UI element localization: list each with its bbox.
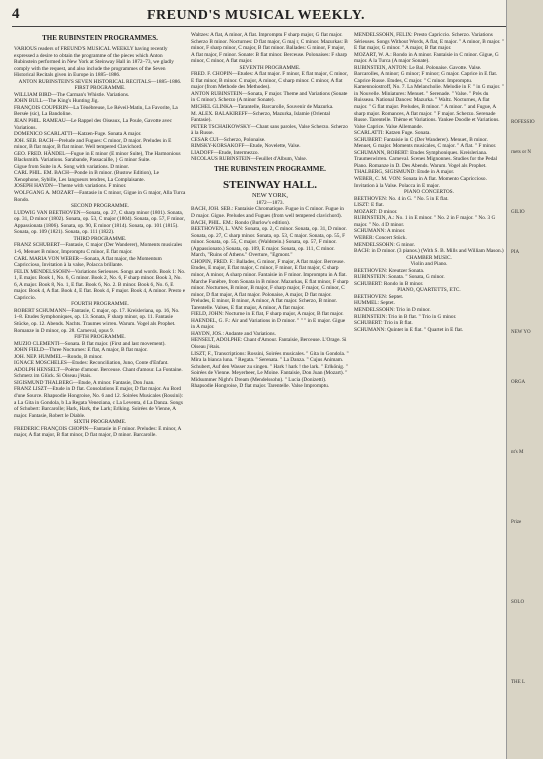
paragraph: SCHUBERT: Fantaisie in C (Der Wanderer). Menuet, B minor. Menuet, G major. Moments musicales, C major. " A flat. " F minor. <box>354 136 497 150</box>
edge-fragment: GILIO <box>511 210 525 215</box>
paragraph: THALBERG, SIGISMUND: Etude in A major. <box>354 169 455 176</box>
paragraph: SCHUBERT: Trio in B flat. <box>354 320 413 327</box>
page-header <box>12 6 512 28</box>
paragraph: WILLIAM BIRD—The Carman's Whistle. Variations. <box>14 91 130 98</box>
paragraph: JOHN BULL—The King's Hunting Jig. <box>14 98 99 105</box>
paragraph: RUBINSTEIN: Trio in B flat. " Trio in G minor. <box>354 313 457 320</box>
section-heading: CHAMBER MUSIC. <box>406 254 452 261</box>
paragraph: JOHN FIELD—Three Nocturnes: E flat, A major, B flat major. <box>14 347 148 354</box>
section-heading: FIRST PROGRAMME. <box>74 85 126 92</box>
paragraph: BACH, JOH. SEB.: Fantaisie Chromatique. Fugue in C minor. Fugue in D major. Gigue. Preludes and Fugues (from well tempered clavichord). <box>191 206 344 220</box>
paragraph: FREDERIC FRANÇOIS CHOPIN—Fantasie in F minor. Preludes: E minor, A major, A flat major, B flat minor, D flat major, D minor. Barcarolle. <box>14 425 182 439</box>
paragraph: HENSELT, ADOLPHE: Chant d'Amour. Fantaisie, Berceuse. L'Orage. Si Oiseau j'étais. <box>191 337 347 350</box>
paragraph: VARIOUS readers of FREUND'S MUSICAL WEEKLY having recently expressed a desire to obtain the programme of the pieces which Anton Rubinstein performed in New York at Steinway Hall in 1872–73, we gladly comply with the request, and also include the programmes of the Seven Historical Recitals given in Europe in 1885–1886. <box>14 46 174 79</box>
paragraph: MENDELSSOHN: G minor. <box>354 241 416 248</box>
paragraph: MUZIO CLEMENTI—Sonata. B flat major. (First and last movement). <box>14 340 166 347</box>
paragraph: FIELD, JOHN: Nocturne in E flat, F sharp major, A major, B flat major. <box>191 311 344 318</box>
paragraph: HAYDN, JOS.: Andante and Variations. <box>191 330 276 337</box>
section-heading: STEINWAY HALL. <box>223 178 317 191</box>
edge-fragment: nt's M <box>511 450 524 455</box>
paragraph: MICHEL GLINKA—Tarantelle, Barcarolle, Souvenir de Mazurka. <box>191 104 334 111</box>
paragraph: BEETHOVEN, L. VAN: Sonata, op. 2, C minor. Sonata, op. 31, D minor. Sonata, op. 27, C sharp minor. Sonata, op. 53, C major. Sonata, op. 55, F minor. Sonata, op. 55, C major. (Waldstein.) Sonata, op. 57, F minor. (Appassionato.) Sonata, op. 109, E major. Sonata, op. 111, C minor. March, "Ruins of Athens." Overture, "Egmont." <box>191 226 347 259</box>
paragraph: FRANÇOIS COUPERIN—La Ténébreuse, Le Réveil-Matin, La Favorite, La Bersée (sic), La Bandoline. <box>14 104 178 118</box>
paragraph: IGNACE MOSCHELES—Etudes: Reconciliation, Juno, Conte d'Enfant. <box>14 360 169 367</box>
paragraph: BEETHOVEN: No. 4 in G. " No. 5 in E flat. <box>354 195 449 202</box>
paragraph: SCHUMANN, ROBERT: Etudes Symphoniques. Kreisleriana. Traumeswirren. Carneval. Scenes Mignonnes. Studies for the Pedal Piano. Romanze in D. Des Abends. Warum. Vogel als Prophet. <box>354 149 498 169</box>
paragraph: FRANZ LISZT—Etude in D flat. Consolations E major, D flat major. Au Bord d'une Source. Rhapsodie Hongroise, No. 6 and 12. Soirées Musicales (Rossini): a La Gita in Gondola, b La Regata Veneziana, c La Leventa, d La Danza. Songs of Schubert: Barcarolle; Hark, Hark, the Lark; Erlking. Soirées de Vienne, A major. Fantasie, Robert le Diable. <box>14 386 183 419</box>
paragraph: CARL PHIL. EM. BACH—Ponde in B minor. (Bustow Edition), Le Xenophone, Sybille, Les langueurs tendres, La Complaisante. <box>14 170 160 183</box>
column-right <box>354 32 504 333</box>
paragraph: JOH. SEB. BACH—Prelude and Fugues: C minor, D major. Preludes in E minor, B flat major, B flat minor. Well tempered Clavichord. <box>14 137 172 151</box>
paragraph: SCHUBERT: Rondo in B minor. <box>354 280 424 287</box>
section-heading: Violin and Piano. <box>410 261 448 268</box>
paragraph: SCHUMANN: A minor. <box>354 228 406 235</box>
paragraph: LUDWIG VAN BEETHOVEN—Sonata, op. 27, C sharp minor (1801). Sonata, op. 31, D minor (1802). Sonata, op. 53, C major (1804). Sonata, op. 57, F minor, Appassionata (1806). Sonata, op. 90, E minor (1814). Sonata, op. 101 (1815). Sonata, op. 109 (1821). Sonata, op. 111 (1822). <box>14 209 186 236</box>
edge-fragment: ROFESSIO <box>511 120 535 125</box>
paragraph: HAENDEL, G. F.: Air and Variations in D minor. " " " in E major. Gigue in A major. <box>191 317 346 331</box>
edge-fragment: ORGA <box>511 380 526 385</box>
paragraph: WEBER, C. M. VON: Sonata in A flat. Momento Capriccioso. Invitation à la Valse. Polacca in E major. <box>354 176 487 189</box>
paragraph: MENDELSSOHN: Trio in D minor. <box>354 306 431 313</box>
paragraph: ROBERT SCHUMANN—Fantasie, C major, op. 17. Kreisleriana, op. 16, No. 1–8. Etudes Symphoniques, op. 13. Sonata, F sharp minor, op. 11. Fantasie Stücke, op. 12. Abends. Nachts. Traumes wirren. Warum. Vogel als Prophet. Romanze in D minor, op. 28. Carneval, opus 9. <box>14 307 180 334</box>
section-heading: THE RUBINSTEIN PROGRAMMES. <box>42 34 158 42</box>
paragraph: PETER TSCHAIKOWSKY—Chant sans paroles, Valse Scherzo. Scherzo à la Russe. <box>191 123 348 137</box>
paragraph: ADOLPH HENSELT—Poème d'amour. Berceuse. Chant d'amour. La Fontaine. Schmerz im Glück. Si Oiseau j'étais. <box>14 366 183 380</box>
section-heading: PIANO, QUARTETTS, ETC. <box>397 287 461 294</box>
paragraph: FRED. F. CHOPIN—Etudes: A flat major. F minor, E flat major, C minor, E flat minor, B minor. C major, A minor, C sharp minor. C minor, A flat major (from Methode des Methodes). <box>191 71 348 91</box>
section-heading: 1872—1873. <box>256 199 284 206</box>
section-heading: NEW YORK, <box>251 191 289 199</box>
page-title: FREUND'S MUSICAL WEEKLY. <box>147 8 366 23</box>
paragraph: CARL MARIA VON WEBER—Sonata, A flat major, the Momentum Capriccioso, Invitation à la valse, Polacca brillante. <box>14 255 162 269</box>
paragraph: BEETHOVEN: Kreutzer Sonata. <box>354 267 425 274</box>
section-heading: FOURTH PROGRAMME. <box>71 301 129 308</box>
edge-fragment: rnets or N <box>511 150 531 155</box>
paragraph: WEBER: Concert Stück. <box>354 234 407 241</box>
paragraph: JOH. NEP. HUMMEL—Rondo, B minor. <box>14 353 103 360</box>
paragraph: FELIX MENDELSSOHN—Variations Serieuses. Songs and words. Book 1: No. 1, E major. Book 1, No. 6, G minor. Book 2, No. 6, F sharp minor. Book 3, No. 6, A major. Book 8, No. 1, E flat. Book 6, No. 2. B minor. Book 6, No. 6, E major. Book 4, A flat. Book 4, E flat. Book 4, F major. Book 4, A minor. Presto e Capriccio. <box>14 268 186 301</box>
adjacent-page-edge <box>506 0 543 759</box>
paragraph: BACH: in D minor. (3 pianos.) (With S. B. Mills and William Mason.) <box>354 248 504 255</box>
paragraph: RIMSKY-KORSAKOFF—Etude, Novelette, Valse. <box>191 143 301 150</box>
paragraph: WOLFGANG A. MOZART—Fantasie in C minor, Gigue in G major, Alla Turca Rondo. <box>14 190 186 203</box>
edge-fragment: SOLO <box>511 600 525 605</box>
section-heading: ANTON RUBINSTEIN'S SEVEN HISTORICAL RECITALS—1885–1886. <box>18 78 182 85</box>
paragraph: BEETHOVEN: Septet. <box>354 293 404 300</box>
paragraph: LISZT, F., Transcriptions: Rossini, Soirées musicales. " Gita in Gondola. " Mira la bianca luna. " Regata. " Serenata. " La Danza. " Cujus Animam. Schubert, Auf den Wasser zu singen. " Hark ! hark ! the lark. " Erlkönig. " Soirées de Vienne. Meyerbeer, Le Moine. Fantaisie, Don Juan (Mozart). " Midsummer Night's Dream (Mendelssohn). " Lucia (Donizetti). Rhapsodie Hongroise, D flat major. Tarentelle. Valse Impromptu. <box>191 350 349 390</box>
paragraph: MENDELSSOHN, FELIX: Presto Capriccio. Scherzo. Variations Sérieuses. Songs Without Words, A flat, E major. " A minor, B major. " E flat major, G minor. " A major, B flat major. <box>354 32 504 52</box>
paragraph: SCARLATTI: Katzen Fuge. Sonata. <box>354 130 431 137</box>
edge-fragment: THE L <box>511 680 526 685</box>
paragraph: RUBINSTEIN: Sonata. " Sonata, G minor. <box>354 274 445 281</box>
section-heading: SECOND PROGRAMME. <box>71 203 129 210</box>
paragraph: FRANZ SCHUBERT—Fantasie, C major (Der Wanderer), Moments musicales 1-6, Menuet B minor, Impromptu C minor, E flat major. <box>14 242 183 255</box>
page-number: 4 <box>12 6 20 22</box>
paragraph: HUMMEL: Septet. <box>354 300 395 307</box>
column-middle <box>191 32 349 390</box>
header-rule <box>12 26 512 27</box>
section-heading: THE RUBINSTEIN PROGRAMME. <box>214 164 326 173</box>
paragraph: JEAN PHIL. RAMEAU—Le Rappel des Oiseaux, La Poule, Gavotte avec Variations. <box>14 118 172 131</box>
paragraph: M. ALEX. BALAKIREFF—Scherzo, Mazurka, Islamie (Oriental Fantasie). <box>191 110 331 124</box>
paragraph: DOMENICO SCARLATTI—Katzen-Fuge. Sonata A major. <box>14 131 142 138</box>
edge-fragment: Prize <box>511 520 522 525</box>
paragraph: LISZT: E flat. <box>354 202 384 209</box>
column-left <box>14 32 186 439</box>
paragraph: SIGISMUND THALBERG—Etude, A minor. Fantasie, Don Juan. <box>14 379 155 386</box>
paragraph: ANTON RUBINSTEIN—Sonata, F major. Theme and Variations (Sonate in C minor). Scherzo (A minor Sonate). <box>191 90 348 104</box>
paragraph: MOZART: D minor. <box>354 208 398 215</box>
paragraph: SCHUMANN: Quintet in E flat. " Quartet in E flat. <box>354 326 464 333</box>
section-heading: PIANO CONCERTOS. <box>404 189 454 196</box>
paragraph: CHOPIN, FRED. F.: Ballades, G minor, F major, A flat major. Berceuse. Etudes, E major, E flat major, C minor, F minor, E flat major, C sharp minor, A minor, A sharp minor. Fantaisie in F minor. Impromptu in A flat. Marche Funèbre, from Sonata in B minor. Mazurkas, E flat minor, F sharp minor. Nocturnes, B minor, B major, F sharp major, F major, G minor, C minor, D flat major, A flat major. Polonaise, A major, D flat major. Preludes, E minor, B minor, A minor, A flat major. Scherzo, B minor. Tarentelle. Valses, E flat major, A minor, A flat major. <box>191 258 349 311</box>
paragraph: RUBINSTEIN, A.: No. 1 in E minor. " No. 2 in F major. " No. 3 G major. " No. 4 D minor. <box>354 215 496 228</box>
paragraph: JOSEPH HAYDN—Theme with variations. F minor. <box>14 183 127 190</box>
edge-fragment: PIA <box>511 250 520 255</box>
section-heading: FIFTH PROGRAMME. <box>74 334 126 341</box>
section-heading: SIXTH PROGRAMME. <box>73 419 127 426</box>
section-heading: SEVENTH PROGRAMME. <box>239 64 301 71</box>
paragraph: MOZART, W. A.: Rondo in A minor. Fantaisie in C minor. Gigue, G major. A la Turca (A major Sonate). <box>354 51 499 65</box>
paragraph: BACH, PHIL. EM.: Rondo (Burlow's edition). <box>191 219 291 226</box>
edge-fragment: NEW YO <box>511 330 531 335</box>
paragraph: LIADOFF—Etude, Intermezzo. <box>191 149 259 156</box>
section-heading: THIRD PROGRAMME. <box>73 235 127 242</box>
paragraph: GEO. FRED. HÄNDEL—Fugue in E minor (E minor Suite), The Harmonious Blacksmith. Variations. Sarabande, Passacaille, } G minor Suite. <box>14 150 181 164</box>
paragraph: CESAR CUI—Scherzo, Polonaise. <box>191 136 266 143</box>
paragraph: Gigue from Suite in A. Song with variations. D minor. <box>14 163 130 170</box>
paragraph: NICOLAUS RUBINSTEIN—Feuillet d'Album, Valse. <box>191 156 308 163</box>
paragraph: Waltzes: A flat, A minor, A flat. Impromptu F sharp major, G flat major. Scherzo B minor. Nocturnes: D flat major, G maj r, C minor. Mazurkas: B minor, F sharp minor, C major, B flat minor. Ballades: G minor, F major, A flat major, F minor. Sonate: B flat minor. Berceuse. Polonaises: F sharp minor, C minor, A flat major. <box>191 32 348 65</box>
paragraph: RUBINSTEIN, ANTON: Le Bal. Polonaise. Gavotte. Valse. Barcarolles, A minor; G minor; F minor; G major. Caprice in E flat. Caprice Russe. Etudes, C major. " C minor. Impromptu. Kamennoiostroff, No. 7. La Melancholie. Melodie in F. " in G major. " in Nouvelle. Miniatures: Menuet. " Serenade. " Valse. " Près du Ruisseau. National Dances: Mazurka. " Waltz. Nocturnes, A flat major. " G flat major. Preludes, B minor. " A minor. " and Fugue, A sharp major. Romances, A flat major. " F major. Scherzo. Serenade Russe. Tarentelle. Thème et Variations. Yankee Doodle et Variations. Valse Caprice. Valse Allemande. <box>354 64 504 130</box>
